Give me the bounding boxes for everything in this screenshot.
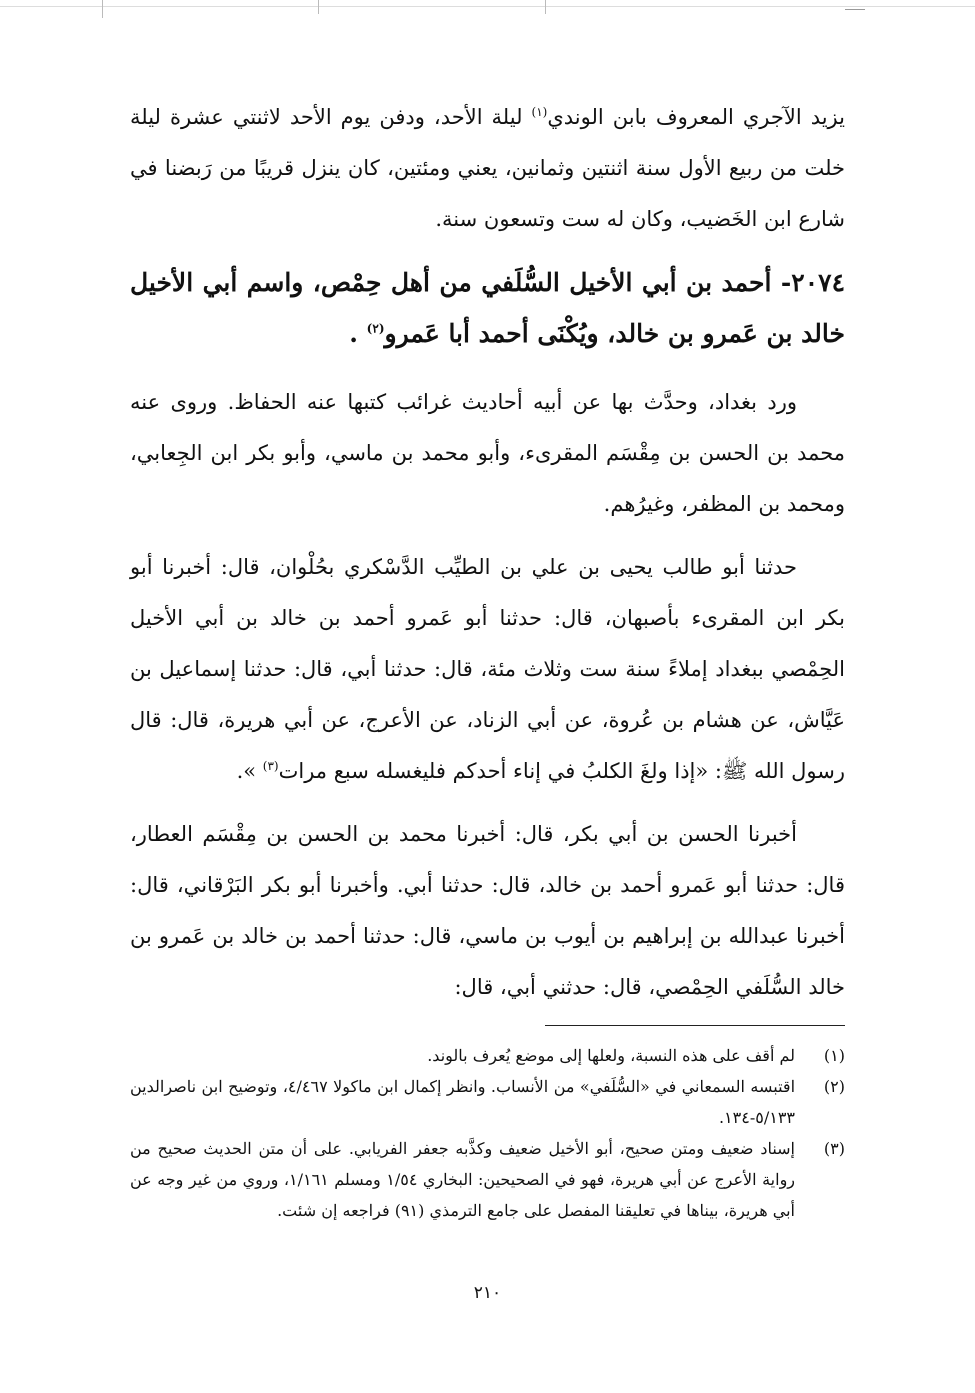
scan-mark <box>845 9 865 10</box>
footnotes <box>130 1040 845 1226</box>
footnote-number: (٢) <box>823 1077 845 1096</box>
paragraph-biography: ورد بغداد، وحدَّث بها عن أبيه أحاديث غرائب كتبها عنه الحفاظ. وروى عنه محمد بن الحسن بن مِقْسَم المقرىء، وأبو محمد بن ماسي، وأبو بكر ابن الجِعابي، ومحمد بن المظفر، وغيرُهم. <box>130 390 845 516</box>
footnote-3 <box>130 1133 845 1226</box>
paragraph-continuation: يزيد الآجري المعروف بابن الوندي$^{(١)}$ ليلة الأحد، ودفن يوم الأحد لاثنتي عشرة ليلة خلت من ربيع الأول سنة اثنتين وثمانين، يعني ومئتين، كان ينزل قريبًا من رَبضنا في شارع ابن الخَضيب، وكان له ست وتسعون سنة. <box>130 105 845 231</box>
footnote-text: إسناد ضعيف ومتن صحيح، أبو الأخيل ضعيف وكذَّبه جعفر الفريابي. على أن متن الحديث صحيح من رواية الأعرج عن أبي هريرة، فهو في الصحيحين: البخاري ١/٥٤ ومسلم ١/١٦١، وروي من غير وجه عن أبي هريرة، بيناها في تعليقنا المفصل على جامع الترمذي (٩١) فراجعه إن شئت. <box>130 1139 796 1220</box>
page-content <box>130 92 845 1226</box>
footnote-1 <box>130 1040 845 1071</box>
footnote-text: لم أقف على هذه النسبة، ولعلها إلى موضع يُعرف بالوند. <box>427 1046 795 1065</box>
scan-mark <box>545 0 546 14</box>
footnote-separator <box>545 1025 845 1026</box>
scan-mark <box>102 0 103 18</box>
footnote-number: (٣) <box>823 1139 845 1158</box>
footnote-ref-3[interactable]: (٣) <box>262 759 279 773</box>
footnote-ref-2[interactable]: (٢) <box>366 321 385 336</box>
entry-heading: ٢٠٧٤- أحمد بن أبي الأخيل السُّلَفي من أهل حِمْص، واسم أبي الأخيل خالد بن عَمرو بن خالد، ويُكْنَى أحمد أبا عَمرو$^{(٢)}$ . <box>130 268 845 348</box>
footnote-text: اقتبسه السمعاني في «السُّلَفي» من الأنساب. وانظر إكمال ابن ماكولا ٤/٤٦٧، وتوضيح ابن ناصرالدين ٥/١٣٣-١٣٤. <box>130 1077 796 1127</box>
page-number: ٢١٠ <box>473 1283 502 1303</box>
footnote-2 <box>130 1071 845 1133</box>
scan-edge-top <box>0 6 975 7</box>
footnote-ref-1[interactable]: (١) <box>531 105 548 119</box>
paragraph-hadith: حدثنا أبو طالب يحيى بن علي بن الطيِّب الدَّسْكري بحُلْوان، قال: أخبرنا أبو بكر ابن المقرىء بأصبهان، قال: حدثنا أبو عَمرو أحمد بن خالد بن أبي الأخيل الحِمْصي ببغداد إملاءً سنة ست وثلاث مئة، قال: حدثنا أبي، قال: حدثنا إسماعيل بن عَيَّاش، عن هشام بن عُروة، عن أبي الزناد، عن الأعرج، عن أبي هريرة، قال: قال رسول الله ﷺ: «إذا ولغَ الكلبُ في إناء أحدكم فليغسله سبع مرات$^{(٣)}$ ». <box>130 555 845 783</box>
scan-mark <box>318 0 319 14</box>
body-text <box>130 92 845 1013</box>
footnote-number: (١) <box>823 1046 845 1065</box>
paragraph-isnad: أخبرنا الحسن بن أبي بكر، قال: أخبرنا محمد بن الحسن بن مِقْسَم العطار، قال: حدثنا أبو عَمرو أحمد بن خالد، قال: حدثنا أبي. وأخبرنا أبو بكر البَرْقاني، قال: أخبرنا عبدالله بن إبراهيم بن أيوب بن ماسي، قال: حدثنا أحمد بن خالد بن عَمرو بن خالد السُّلَفي الحِمْصي، قال: حدثني أبي، قال: <box>130 822 845 999</box>
